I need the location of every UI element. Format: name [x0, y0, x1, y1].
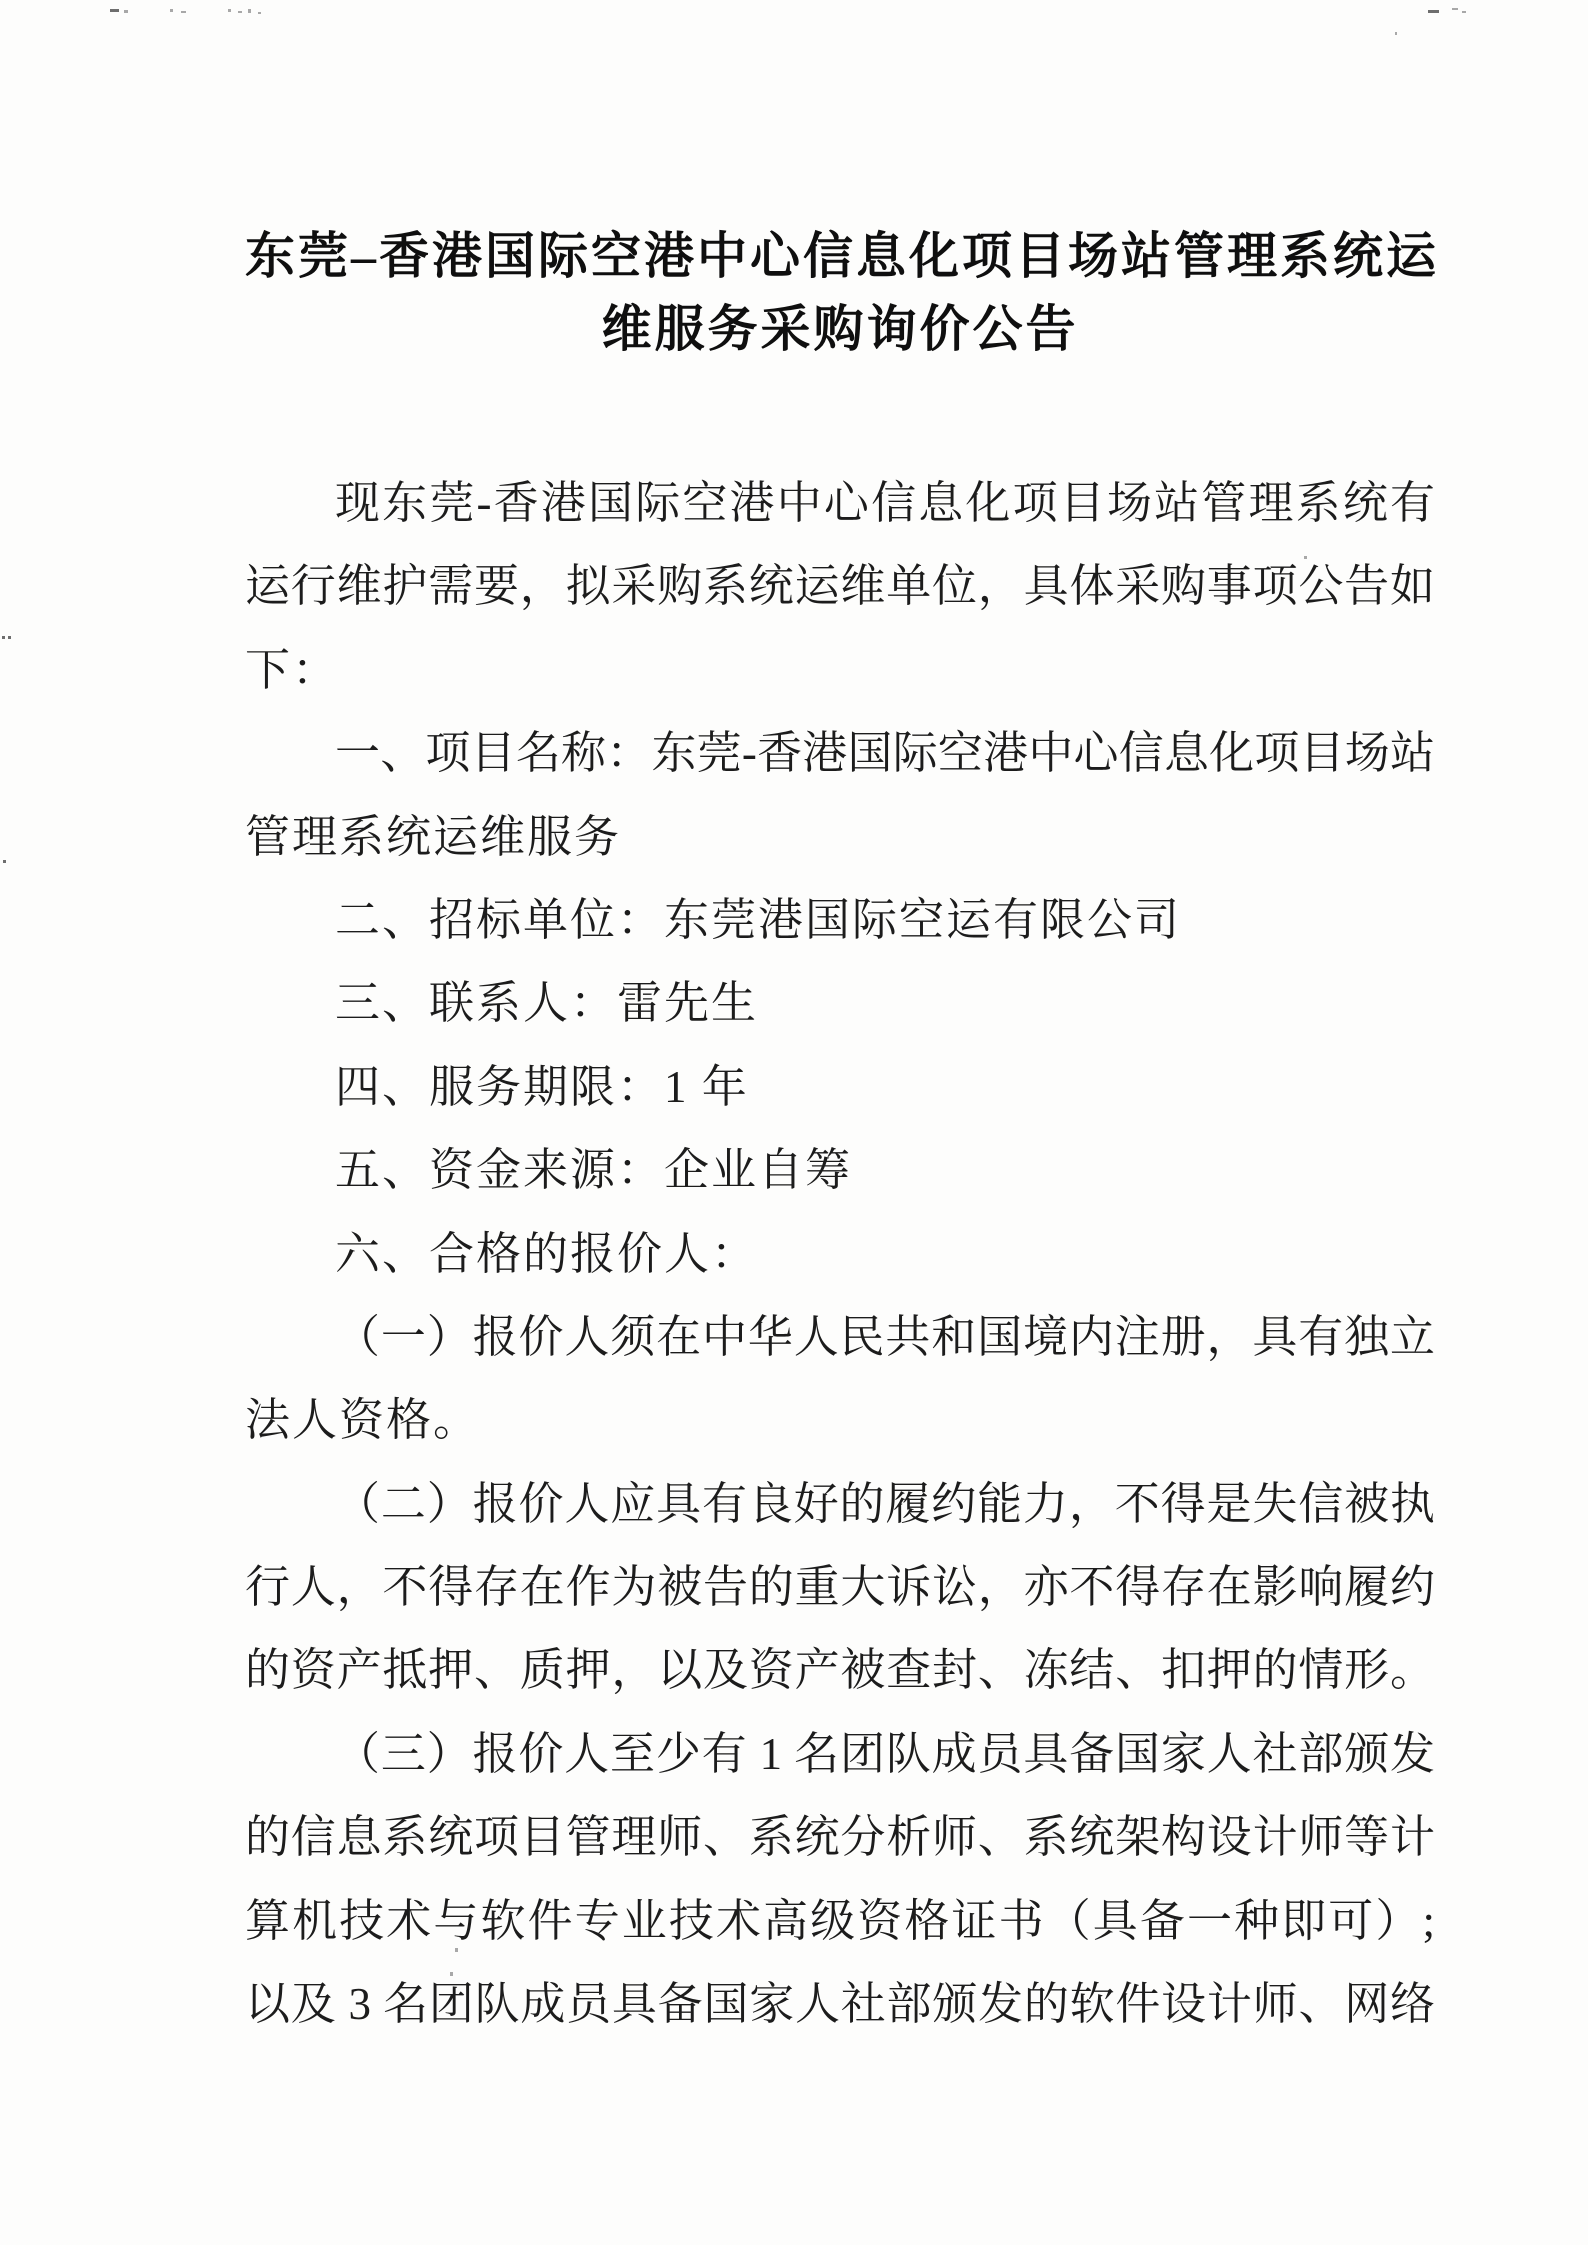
body-line: 三、联系人：雷先生 [335, 978, 759, 1029]
scan-artifact [181, 11, 186, 13]
body-line: 法人资格。 [245, 1395, 481, 1446]
body-line: （一）报价人须在中华人民共和国境内注册，具有独立 [335, 1311, 1435, 1362]
body-line: （三）报价人至少有 1 名团队成员具备国家人社部颁发 [335, 1728, 1435, 1779]
body-line: 二、招标单位：东莞港国际空运有限公司 [335, 894, 1182, 945]
body-line: 运行维护需要，拟采购系统运维单位，具体采购事项公告如 [245, 561, 1435, 612]
scan-artifact [124, 10, 128, 13]
body-line: 行人，不得存在作为被告的重大诉讼，亦不得存在影响履约 [245, 1562, 1435, 1613]
body-line: 一、项目名称：东莞-香港国际空港中心信息化项目场站 [335, 728, 1435, 779]
scan-artifact [1462, 11, 1466, 13]
document-title [245, 220, 1439, 366]
title-line: 维服务采购询价公告 [601, 301, 1079, 357]
scan-artifact [110, 9, 119, 12]
body-line: 下： [245, 644, 340, 695]
scan-artifact [1452, 8, 1458, 10]
body-line: 的信息系统项目管理师、系统分析师、系统架构设计师等计 [245, 1812, 1435, 1863]
document-body [245, 462, 1435, 2046]
scan-artifact [170, 9, 173, 12]
scan-artifact [228, 9, 231, 12]
body-line: 五、资金来源：企业自筹 [335, 1145, 853, 1196]
body-line: 六、合格的报价人： [335, 1228, 759, 1279]
scan-artifact [2, 636, 5, 639]
body-line: 管理系统运维服务 [245, 811, 622, 862]
scan-artifact [248, 9, 251, 13]
body-line: 现东莞-香港国际空港中心信息化项目场站管理系统有 [335, 478, 1435, 528]
scan-artifact [1428, 10, 1439, 13]
body-line: 算机技术与软件专业技术高级资格证书（具备一种即可）; [245, 1895, 1435, 1946]
scan-artifact [238, 11, 242, 13]
body-line: 的资产抵押、质押，以及资产被查封、冻结、扣押的情形。 [245, 1645, 1435, 1696]
scan-artifact [1395, 32, 1397, 35]
scan-artifact [8, 636, 11, 639]
title-line: 东莞–香港国际空港中心信息化项目场站管理系统运 [245, 228, 1439, 284]
body-line: 四、服务期限：1 年 [335, 1061, 749, 1112]
body-line: （二）报价人应具有良好的履约能力，不得是失信被执 [335, 1478, 1435, 1529]
scan-artifact [3, 860, 6, 863]
body-line: 以及 3 名团队成员具备国家人社部颁发的软件设计师、网络 [245, 1979, 1435, 2030]
scan-artifact [258, 12, 261, 14]
